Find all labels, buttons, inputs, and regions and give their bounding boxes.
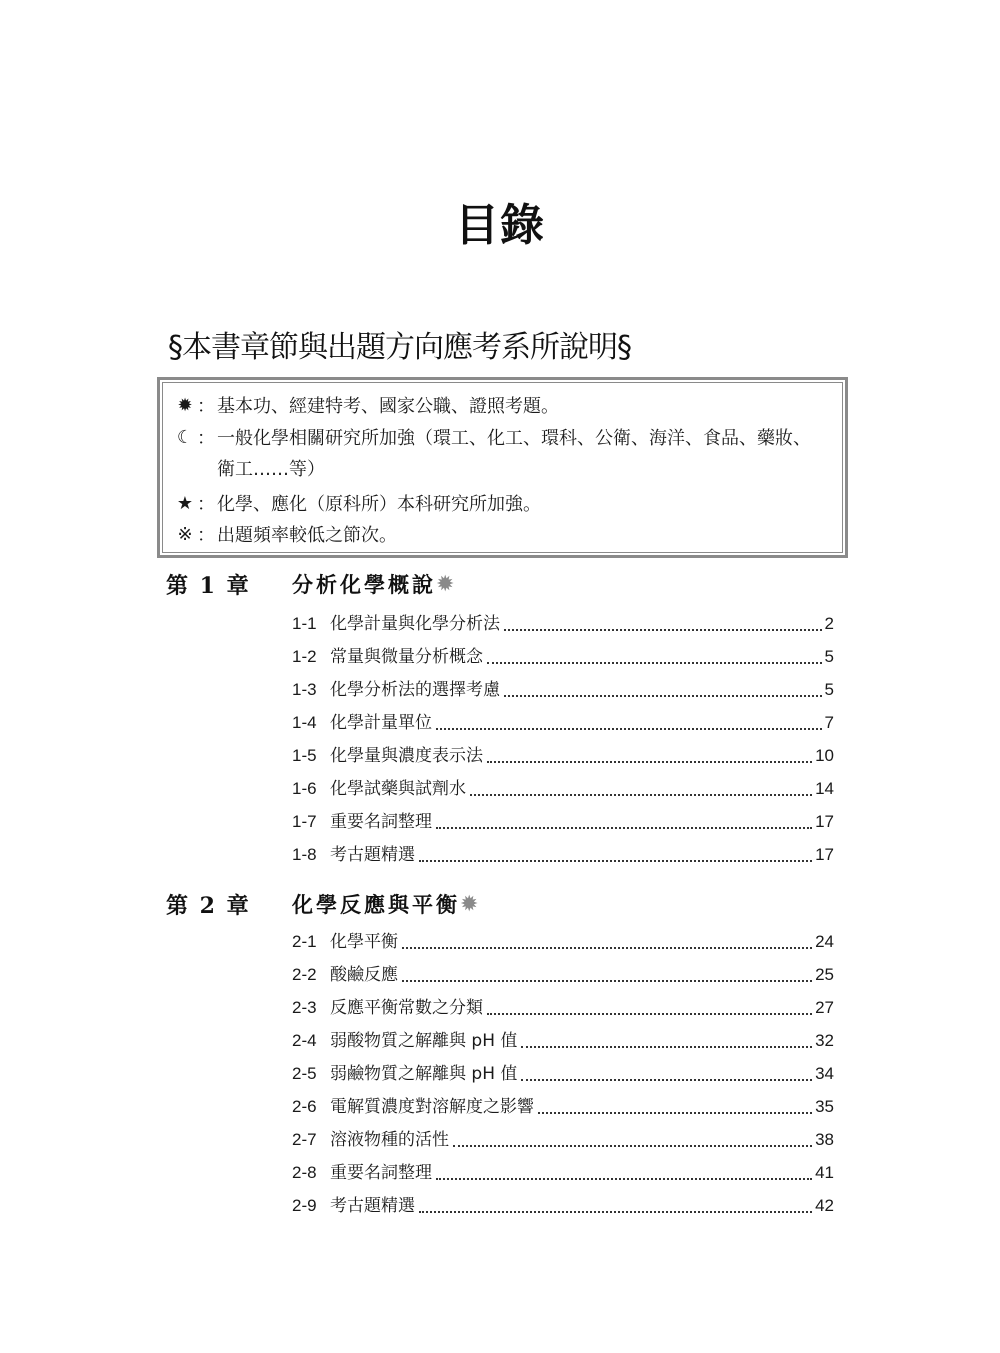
dot-leader (436, 728, 822, 730)
section-number: 1-1 (292, 614, 317, 633)
legend-inner-frame (162, 382, 843, 553)
section-title: 考古題精選 (330, 845, 415, 865)
dot-leader (453, 1145, 812, 1147)
section-number: 1-6 (292, 779, 317, 798)
legend-item (175, 422, 811, 452)
page-number: 14 (815, 779, 834, 798)
legend-text: 出題頻率較低之節次。 (217, 525, 397, 546)
page-number: 7 (824, 713, 834, 732)
legend-text: 基本功、經建特考、國家公職、證照考題。 (217, 396, 559, 417)
dot-leader (419, 860, 812, 862)
legend-colon: ： (197, 396, 215, 417)
toc-entry[interactable] (292, 1026, 834, 1059)
dot-leader (521, 1046, 812, 1048)
chapter-label: 第 2 章 (166, 892, 251, 919)
toc-entry[interactable] (292, 807, 834, 840)
page-number: 10 (815, 746, 834, 765)
section-title: 化學試藥與試劑水 (330, 779, 466, 799)
chapter-title: 化學反應與平衡 (292, 893, 460, 917)
dot-leader (538, 1112, 812, 1114)
dot-leader (470, 794, 812, 796)
section-title: 化學平衡 (330, 932, 398, 952)
dot-leader (521, 1079, 812, 1081)
toc-entry[interactable] (292, 927, 834, 960)
chapter-heading (166, 886, 478, 922)
chapter-2-sections (292, 927, 834, 1224)
section-number: 1-7 (292, 812, 317, 831)
toc-entry[interactable] (292, 675, 834, 708)
page-number: 5 (824, 680, 834, 699)
dot-leader (402, 980, 812, 982)
page-number: 27 (815, 998, 834, 1017)
page-number: 42 (815, 1196, 834, 1215)
dot-leader (419, 1211, 812, 1213)
toc-entry[interactable] (292, 1191, 834, 1224)
dot-leader (436, 1178, 812, 1180)
page-number: 5 (824, 647, 834, 666)
legend-box (157, 377, 848, 558)
burst-icon: ✹ (460, 891, 479, 917)
page-number: 41 (815, 1163, 834, 1182)
toc-entry[interactable] (292, 993, 834, 1026)
section-number: 1-2 (292, 647, 317, 666)
toc-entry[interactable] (292, 609, 834, 642)
chapter-title: 分析化學概說 (292, 573, 436, 597)
page-number: 38 (815, 1130, 834, 1149)
legend-item (175, 390, 559, 420)
page-number: 17 (815, 812, 834, 831)
section-title: 弱鹼物質之解離與 pH 值 (330, 1064, 518, 1084)
dot-leader (487, 662, 822, 664)
toc-entry[interactable] (292, 1158, 834, 1191)
legend-item (175, 488, 541, 518)
dot-leader (487, 1013, 812, 1015)
burst-icon: ✹ (436, 571, 455, 597)
legend-text: 一般化學相關研究所加強（環工、化工、環科、公衛、海洋、食品、藥妝、 (217, 428, 811, 449)
toc-entry[interactable] (292, 840, 834, 873)
toc-entry[interactable] (292, 774, 834, 807)
legend-text: 化學、應化（原科所）本科研究所加強。 (217, 494, 541, 515)
section-title: 考古題精選 (330, 1196, 415, 1216)
section-heading: §本書章節與出題方向應考系所說明§ (168, 330, 631, 365)
section-number: 2-9 (292, 1196, 317, 1215)
page-number: 2 (824, 614, 834, 633)
section-title: 反應平衡常數之分類 (330, 998, 483, 1018)
chapter-1-sections (292, 609, 834, 873)
section-title: 重要名詞整理 (330, 1163, 432, 1183)
section-title: 化學量與濃度表示法 (330, 746, 483, 766)
toc-entry[interactable] (292, 1125, 834, 1158)
section-title: 化學計量單位 (330, 713, 432, 733)
toc-entry[interactable] (292, 1059, 834, 1092)
page-title: 目錄 (455, 200, 545, 251)
reference-mark-icon: ※ (177, 523, 193, 545)
toc-entry[interactable] (292, 708, 834, 741)
dot-leader (504, 695, 822, 697)
legend-colon: ： (197, 494, 215, 515)
section-title: 常量與微量分析概念 (330, 647, 483, 667)
page-number: 24 (815, 932, 834, 951)
star-icon: ★ (176, 492, 194, 514)
section-number: 2-5 (292, 1064, 317, 1083)
dot-leader (487, 761, 812, 763)
legend-continuation: 衛工……等） (217, 459, 325, 480)
section-title: 重要名詞整理 (330, 812, 432, 832)
page-number: 25 (815, 965, 834, 984)
crescent-moon-icon: ☾ (176, 426, 194, 448)
section-number: 2-6 (292, 1097, 317, 1116)
section-title: 電解質濃度對溶解度之影響 (330, 1097, 534, 1117)
chapter-heading (166, 566, 454, 602)
toc-entry[interactable] (292, 741, 834, 774)
legend-colon: ： (197, 525, 215, 546)
section-number: 2-3 (292, 998, 317, 1017)
section-number: 1-8 (292, 845, 317, 864)
section-number: 2-8 (292, 1163, 317, 1182)
section-number: 1-3 (292, 680, 317, 699)
section-title: 化學計量與化學分析法 (330, 614, 500, 634)
section-number: 1-4 (292, 713, 317, 732)
page-number: 35 (815, 1097, 834, 1116)
dot-leader (436, 827, 812, 829)
page-number: 17 (815, 845, 834, 864)
section-number: 2-7 (292, 1130, 317, 1149)
section-title: 弱酸物質之解離與 pH 值 (330, 1031, 518, 1051)
burst-icon: ✹ (177, 394, 193, 416)
section-title: 溶液物種的活性 (330, 1130, 449, 1150)
dot-leader (504, 629, 822, 631)
section-number: 2-1 (292, 932, 317, 951)
section-number: 1-5 (292, 746, 317, 765)
section-number: 2-4 (292, 1031, 317, 1050)
toc-entry[interactable] (292, 642, 834, 675)
section-number: 2-2 (292, 965, 317, 984)
chapter-label: 第 1 章 (166, 572, 251, 599)
legend-item (175, 519, 397, 549)
legend-colon: ： (197, 428, 215, 449)
toc-entry[interactable] (292, 1092, 834, 1125)
section-title: 化學分析法的選擇考慮 (330, 680, 500, 700)
page-number: 34 (815, 1064, 834, 1083)
page-number: 32 (815, 1031, 834, 1050)
toc-entry[interactable] (292, 960, 834, 993)
dot-leader (402, 947, 812, 949)
section-title: 酸鹼反應 (330, 965, 398, 985)
